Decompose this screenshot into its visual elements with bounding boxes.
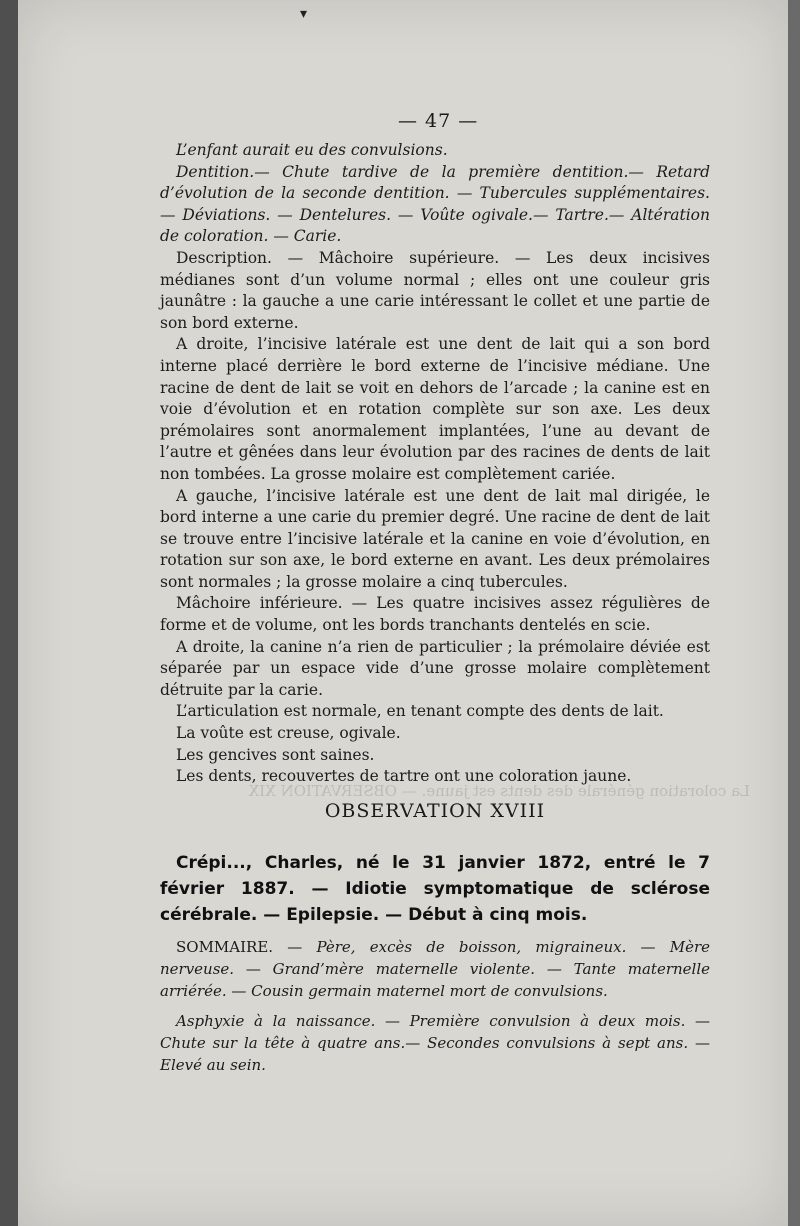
summary-label: SOMMAIRE. bbox=[176, 938, 274, 956]
scan-edge-left bbox=[0, 0, 18, 1226]
page-number: — 47 — bbox=[398, 110, 479, 132]
summary-section bbox=[160, 936, 710, 1084]
print-mark: ▾ bbox=[300, 6, 308, 22]
paragraph-dentition: Dentition.— Chute tardive de la première dentition.— Retard d’évolution de la seconde dentition. — Tubercules supplémentaires. — Déviations. — Dentelures. — Voûte ogivale.— Tartre.— Altération de coloration. — Carie. bbox=[160, 162, 710, 246]
paragraph-right-lower: A droite, la canine n’a rien de particulier ; la prémolaire déviée est séparée par un espace vide d’une grosse molaire complètement détruite par la carie. bbox=[160, 637, 710, 699]
summary-text: — Père, excès de boisson, migraineux. — Mère nerveuse. — Grand’mère maternelle violente. — Tante maternelle arriérée. — Cousin germain maternel mort de convulsions. bbox=[160, 938, 710, 1000]
case-heading bbox=[160, 850, 710, 928]
paragraph-vault: La voûte est creuse, ogivale. bbox=[176, 724, 401, 743]
body-text bbox=[160, 140, 710, 788]
summary-paragraph-2: Asphyxie à la naissance. — Première convulsion à deux mois. — Chute sur la tête à quatre ans.— Secondes convulsions à sept ans. — Elevé au sein. bbox=[160, 1012, 710, 1074]
paragraph-1: L’enfant aurait eu des convulsions. bbox=[176, 141, 448, 159]
paragraph-description: Description. — Mâchoire supérieure. — Les deux incisives médianes sont d’un volume normal ; elles ont une couleur gris jaunâtre : la gauche a une carie intéressant le collet et une partie de son bord externe. bbox=[160, 248, 710, 332]
paragraph-articulation: L’articulation est normale, en tenant compte des dents de lait. bbox=[176, 702, 664, 721]
paragraph-gums: Les gencives sont saines. bbox=[176, 745, 375, 764]
paragraph-right-upper: A droite, l’incisive latérale est une dent de lait qui a son bord interne placé derrière le bord externe de l’incisive médiane. Une racine de dent de lait se voit en dehors de l’arcade ; la canine est en voie d’évolution et en rotation complète sur son axe. Les deux prémolaires sont anormalement implantées, l’une au devant de l’autre et gênées dans leur évolution par des racines de dents de lait non tombées. La grosse molaire est complètement cariée. bbox=[160, 335, 710, 483]
scan-edge-right bbox=[788, 0, 800, 1226]
case-text: Crépi..., Charles, né le 31 janvier 1872, entré le 7 février 1887. — Idiotie symptomatique de sclérose cérébrale. — Epilepsie. — Début à cinq mois. bbox=[160, 853, 710, 925]
paragraph-lower-jaw: Mâchoire inférieure. — Les quatre incisives assez régulières de forme et de volume, ont les bords tranchants dentelés en scie. bbox=[160, 594, 710, 635]
paragraph-teeth-color: Les dents, recouvertes de tartre ont une coloration jaune. bbox=[176, 767, 632, 786]
observation-title: OBSERVATION XVIII bbox=[324, 800, 546, 822]
summary-paragraph bbox=[160, 936, 710, 1002]
paragraph-left-upper: A gauche, l’incisive latérale est une dent de lait mal dirigée, le bord interne a une carie du premier degré. Une racine de dent de lait se trouve entre l’incisive latérale et la canine en voie d’évolution, en rotation sur son axe, le bord externe en avant. Les deux prémolaires sont normales ; la grosse molaire a cinq tubercules. bbox=[160, 486, 710, 591]
